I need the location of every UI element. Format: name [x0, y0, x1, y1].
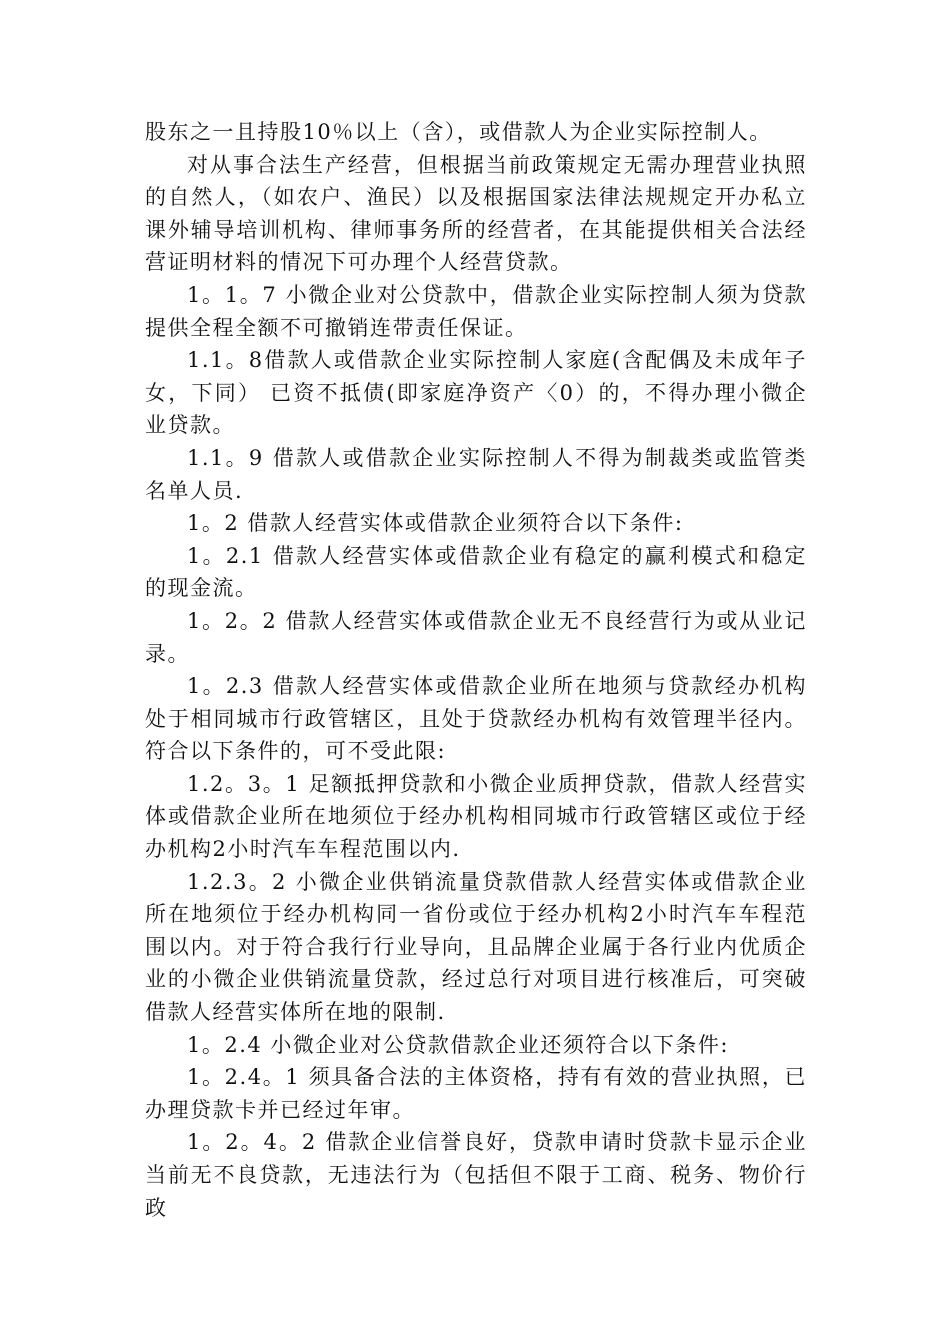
clause-1-2-2: 1。2。2 借款人经营实体或借款企业无不良经营行为或从业记录。: [145, 608, 807, 666]
paragraph-self-employed-loans: 对从事合法生产经营，但根据当前政策规定无需办理营业执照的自然人，（如农户、渔民）以及根据国家法律法规规定开办私立课外辅导培训机构、律师事务所的经营者，在其能提供相关合法经营证明材料的情况下可办理个人经营贷款。: [145, 152, 807, 275]
clause-1-1-9: 1.1。9 借款人或借款企业实际控制人不得为制裁类或监管类名单人员.: [145, 445, 807, 503]
clause-1-2-4: 1。2.4 小微企业对公贷款借款企业还须符合以下条件:: [187, 1032, 730, 1057]
clause-1-2-3: 1。2.3 借款人经营实体或借款企业所在地须与贷款经办机构处于相同城市行政管辖区，且处于贷款经办机构有效管理半径内。符合以下条件的，可不受此限:: [145, 674, 807, 764]
clause-1-2-1: 1。2.1 借款人经营实体或借款企业有稳定的赢利模式和稳定的现金流。: [145, 543, 807, 601]
clause-1-2: 1。2 借款人经营实体或借款企业须符合以下条件:: [187, 511, 684, 536]
clause-1-1-7: 1。1。7 小微企业对公贷款中，借款企业实际控制人须为贷款提供全程全额不可撤销连带责任保证。: [145, 282, 807, 340]
clause-1-1-8: 1.1。8借款人或借款企业实际控制人家庭(含配偶及未成年子女，下同） 已资不抵债(即家庭净资产〈0）的，不得办理小微企业贷款。: [145, 348, 807, 438]
clause-1-2-3-2: 1.2.3。2 小微企业供销流量贷款借款人经营实体或借款企业所在地须位于经办机构同一省份或位于经办机构2小时汽车车程范围以内。对于符合我行行业导向，且品牌企业属于各行业内优质企业的小微企业供销流量贷款，经过总行对项目进行核准后，可突破借款人经营实体所在地的限制.: [145, 869, 807, 1025]
clause-1-2-3-1: 1.2。3。1 足额抵押贷款和小微企业质押贷款，借款人经营实体或借款企业所在地须位于经办机构相同城市行政管辖区或位于经办机构2小时汽车车程范围以内.: [145, 771, 807, 862]
clause-1-2-4-1: 1。2.4。1 须具备合法的主体资格，持有有效的营业执照，已办理贷款卡并已经过年审。: [145, 1065, 807, 1122]
clause-1-2-4-2: 1。2。4。2 借款企业信誉良好，贷款申请时贷款卡显示企业当前无不良贷款，无违法行为（包括但不限于工商、税务、物价行政: [145, 1130, 807, 1220]
document-page: [145, 116, 807, 1224]
paragraph-continuation: 股东之一且持股10％以上（含），或借款人为企业实际控制人。: [145, 120, 772, 144]
